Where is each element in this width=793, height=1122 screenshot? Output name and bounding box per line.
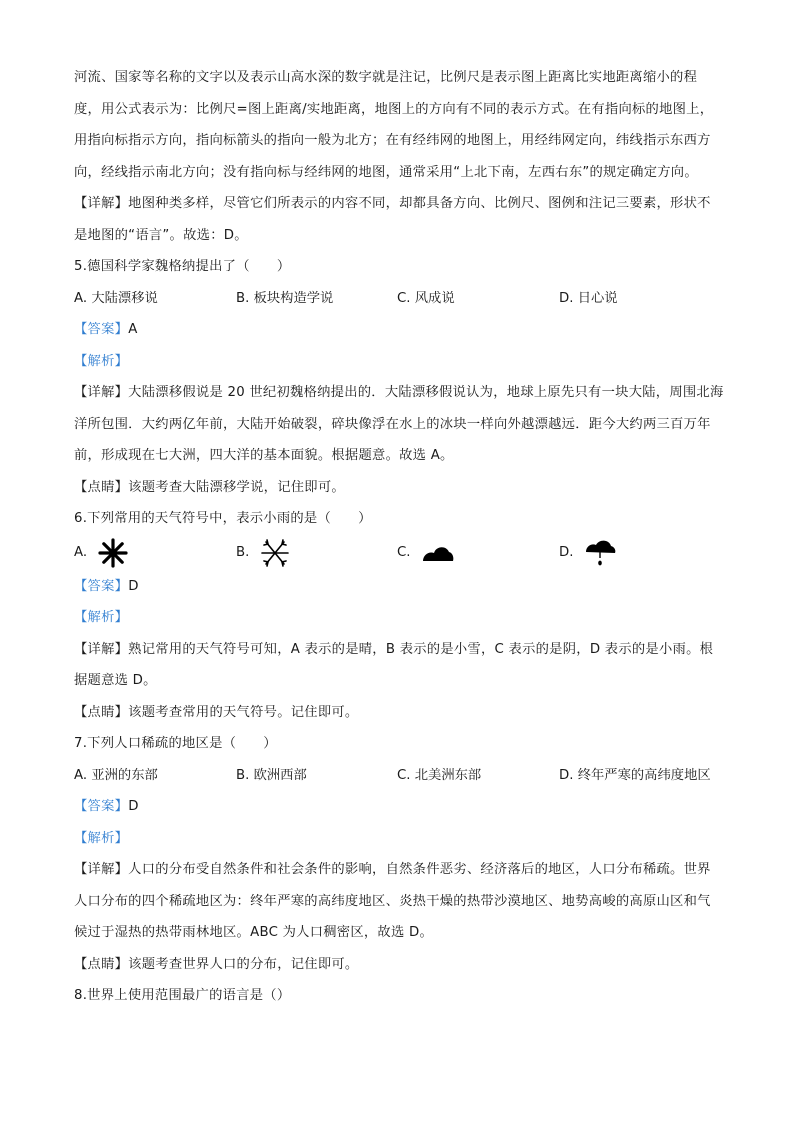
q6-option-a [74,535,129,571]
q7-answer [74,791,724,823]
q6-answer [74,571,724,603]
answer-value: A [128,322,138,337]
intro-paragraph: 河流、国家等名称的文字以及表示山高水深的数字就是注记，比例尺是表示图上距离比实地距离缩小的程度，用公式表示为：比例尺=图上距离/实地距离，地图上的方向有不同的表示方式。在有指向标的地图上，用指向标指示方向，指向标箭头的指向一般为北方；在有经纬网的地图上，用经纬网定向，纬线指示东西方向，经线指示南北方向；没有指向标与经纬网的地图，通常采用“上北下南，左西右东”的规定确定方向。 [74,70,714,180]
option-label: D. [559,544,574,560]
q7-option-d: D. 终年严寒的高纬度地区 [559,767,711,783]
q5-answer [74,314,724,346]
q7-analysis-label: 【解析】 [74,830,129,846]
q5-comment: 【点睛】该题考查大陆漂移学说，记住即可。 [74,479,345,495]
overcast-symbol-icon [421,541,455,565]
q6-analysis-label: 【解析】 [74,610,129,625]
answer-value: D [128,578,139,594]
q5-option-a: A. 大陆漂移说 [74,290,158,306]
q5-options [74,283,724,315]
q7-question: 7.下列人口稀疏的地区是（ ） [74,736,277,751]
option-label: A. [74,544,88,560]
answer-value: D [128,799,139,814]
q6-option-b [236,535,291,571]
q7-options [74,760,724,792]
q7-option-a: A. 亚洲的东部 [74,767,158,783]
q8-question: 8.世界上使用范围最广的语言是（） [74,988,291,1003]
q5-option-b: B. 板块构造学说 [236,290,334,306]
q6-options [74,535,724,571]
q7-detail: 【详解】人口的分布受自然条件和社会条件的影响，自然条件恶劣、经济落后的地区，人口分布稀疏。世界人口分布的四个稀疏地区为：终年严寒的高纬度地区、炎热干燥的热带沙漠地区、地势高峻的高原山区和气候过于湿热的热带雨林地区。ABC 为人口稠密区，故选 D。 [74,862,711,940]
document-page [74,62,724,1012]
q6-option-c [397,535,455,571]
answer-label: 【答案】 [74,799,129,814]
light-snow-symbol-icon [259,537,291,569]
q4-detail: 【详解】地图种类多样，尽管它们所表示的内容不同，却都具备方向、比例尺、图例和注记三要素，形状不是地图的“语言”。故选：D。 [74,196,711,243]
q7-option-c: C. 北美洲东部 [397,767,482,783]
option-label: B. [236,544,250,560]
answer-label: 【答案】 [74,578,129,594]
q6-detail: 【详解】熟记常用的天气符号可知，A 表示的是晴，B 表示的是小雪，C 表示的是阴，D 表示的是小雨。根据题意选 D。 [74,641,714,688]
q5-option-d: D. 日心说 [559,290,618,306]
option-label: C. [397,544,411,560]
q5-detail: 【详解】大陆漂移假说是 20 世纪初魏格纳提出的．大陆漂移假说认为，地球上原先只有一块大陆，周围北海洋所包围．大约两亿年前，大陆开始破裂，碎块像浮在水上的冰块一样向外越漂越远．距今大约两三百万年前，形成现在七大洲，四大洋的基本面貌。根据题意。故选 A。 [74,385,724,463]
q5-analysis-label: 【解析】 [74,353,129,369]
q7-comment: 【点睛】该题考查世界人口的分布，记住即可。 [74,956,359,972]
q5-question: 5.德国科学家魏格纳提出了（ ） [74,259,291,274]
q5-option-c: C. 风成说 [397,290,455,306]
sunny-symbol-icon [97,537,129,569]
light-rain-symbol-icon [583,538,617,568]
q6-comment: 【点睛】该题考查常用的天气符号。记住即可。 [74,704,359,720]
q6-question: 6.下列常用的天气符号中，表示小雨的是（ ） [74,511,372,526]
q6-option-d [559,535,617,571]
answer-label: 【答案】 [74,322,129,337]
q7-option-b: B. 欧洲西部 [236,767,307,783]
